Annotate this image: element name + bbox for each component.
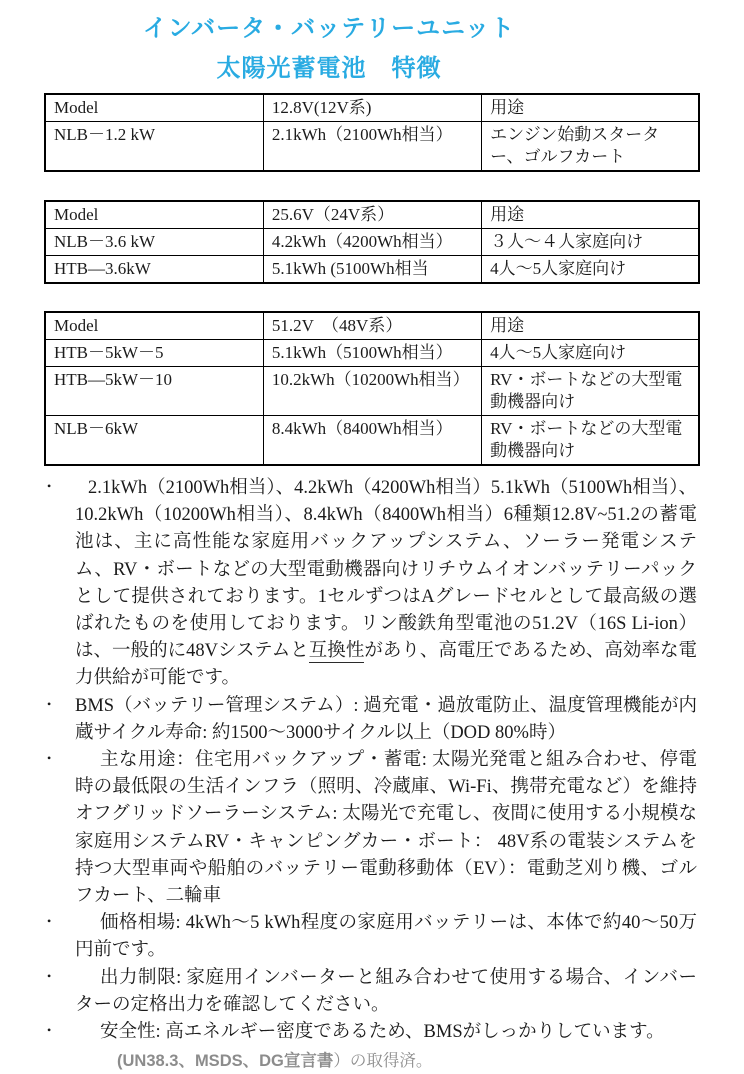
table-row — [45, 229, 699, 256]
model-header-cell: Model — [45, 201, 263, 229]
table-header-row — [45, 94, 699, 122]
capacity-cell: 8.4kWh（8400Wh相当） — [263, 416, 481, 466]
bullet-icon: • — [47, 751, 52, 766]
bullet-text: 2.1kWh（2100Wh相当）、4.2kWh（4200Wh相当）5.1kWh（5100Wh相当）、10.2kWh（10200Wh相当）、8.4kWh（8400Wh相当）6種類12.8V~51.2の蓄電池は、主に高性能な家庭用バックアップシステム、ソーラー発電システム、RV・ボートなどの大型電動機器向けリチウムイオンバッテリーパックとして提供されております。1セルずつはAグレードセルとして最高級の選ばれたものを使用しております。リン酸鉄角型電池の51.2V（16S Li-ion）は、一般的に48Vシステムと互換性があり、高電圧であるため、高効率な電力供給が可能です。 — [75, 478, 697, 689]
spec-table-24v — [44, 200, 700, 284]
usage-cell: RV・ボートなどの大型電動機器向け — [482, 416, 699, 466]
spec-table-12v — [44, 93, 700, 172]
voltage-header-cell: 25.6V（24V系） — [263, 201, 481, 229]
bullet-item-bms — [44, 693, 697, 747]
model-cell: NLB－3.6 kW — [45, 229, 263, 256]
page-title: インバータ・バッテリーユニット — [142, 15, 516, 42]
voltage-header-cell: 51.2V （48V系） — [263, 312, 481, 340]
capacity-cell: 4.2kWh（4200Wh相当） — [263, 229, 481, 256]
capacity-cell: 5.1kWh（5100Wh相当） — [263, 340, 481, 367]
bullet-icon: • — [47, 914, 52, 929]
bullet-icon: • — [47, 479, 52, 493]
table-row — [45, 416, 699, 466]
bullet-text: 出力制限: 家庭用インバーターと組み合わせて使用する場合、インバーターの定格出力を確認してください。 — [75, 967, 697, 1015]
bullet-item-output-limit — [44, 965, 697, 1019]
underlined-text: 互換性 — [308, 641, 365, 662]
model-cell: HTB－5kW－5 — [45, 340, 263, 367]
usage-header-cell: 用途 — [482, 201, 699, 229]
feature-bullet-list — [44, 475, 697, 1046]
model-cell: HTB—3.6kW — [45, 256, 263, 284]
bullet-item-price — [44, 910, 697, 964]
model-cell: NLB－1.2 kW — [45, 122, 263, 172]
capacity-cell: 10.2kWh（10200Wh相当） — [263, 367, 481, 416]
certification-note-rest: ）の取得済。 — [333, 1051, 433, 1071]
certification-note-bold: (UN38.3、MSDS、DG宣言書 — [117, 1052, 334, 1071]
model-cell: HTB—5kW－10 — [45, 367, 263, 416]
table-row — [45, 122, 699, 172]
bullet-icon: • — [47, 1023, 52, 1038]
model-header-cell: Model — [45, 312, 263, 340]
certification-note — [117, 1048, 697, 1074]
usage-cell: 4人～5人家庭向け — [482, 256, 699, 284]
usage-header-cell: 用途 — [482, 312, 699, 340]
usage-cell: エンジン始動スターター、ゴルフカート — [482, 122, 699, 172]
bullet-item-main-uses — [44, 747, 697, 910]
bullet-text: 主な用途：住宅用バックアップ・蓄電: 太陽光発電と組み合わせ、停電時の最低限の生活インフラ（照明、冷蔵庫、Wi-Fi、携帯充電など）を維持オフグリッドソーラーシステム: 太陽光で充電し、夜間に使用する小規模な家庭用システムRV・キャンピングカー・ボート： 48V系の電装システムを持つ大型車両や船舶のバッテリー電動移動体（EV）：電動芝刈り機、ゴルフカート、二輪車 — [75, 750, 697, 907]
usage-header-cell: 用途 — [482, 94, 699, 122]
voltage-header-cell: 12.8V(12V系) — [263, 94, 481, 122]
title-block — [44, 14, 697, 84]
capacity-cell: 2.1kWh（2100Wh相当） — [263, 122, 481, 172]
bullet-text: BMS（バッテリー管理システム）: 過充電・過放電防止、温度管理機能が内蔵サイクル寿命: 約1500～3000サイクル以上（DOD 80%時） — [75, 695, 697, 743]
bullet-item-capacity-overview — [44, 475, 697, 693]
usage-cell: RV・ボートなどの大型電動機器向け — [482, 367, 699, 416]
usage-cell: 4人～5人家庭向け — [482, 340, 699, 367]
bullet-icon: • — [47, 696, 52, 711]
table-header-row — [45, 312, 699, 340]
table-row — [45, 256, 699, 284]
model-header-cell: Model — [45, 94, 263, 122]
table-row — [45, 340, 699, 367]
bullet-item-safety — [44, 1019, 697, 1046]
bullet-icon: • — [47, 968, 52, 983]
capacity-cell: 5.1kWh (5100Wh相当 — [263, 256, 481, 284]
table-row — [45, 367, 699, 416]
page-subtitle: 太陽光蓄電池 特徴 — [216, 55, 442, 82]
model-cell: NLB－6kW — [45, 416, 263, 466]
table-header-row — [45, 201, 699, 229]
bullet-text: 安全性: 高エネルギー密度であるため、BMSがしっかりしています。 — [100, 1022, 665, 1043]
bullet-text: 価格相場: 4kWh～5 kWh程度の家庭用バッテリーは、本体で約40～50万円前です。 — [75, 913, 697, 961]
usage-cell: ３人～４人家庭向け — [482, 229, 699, 256]
spec-table-48v — [44, 311, 700, 466]
